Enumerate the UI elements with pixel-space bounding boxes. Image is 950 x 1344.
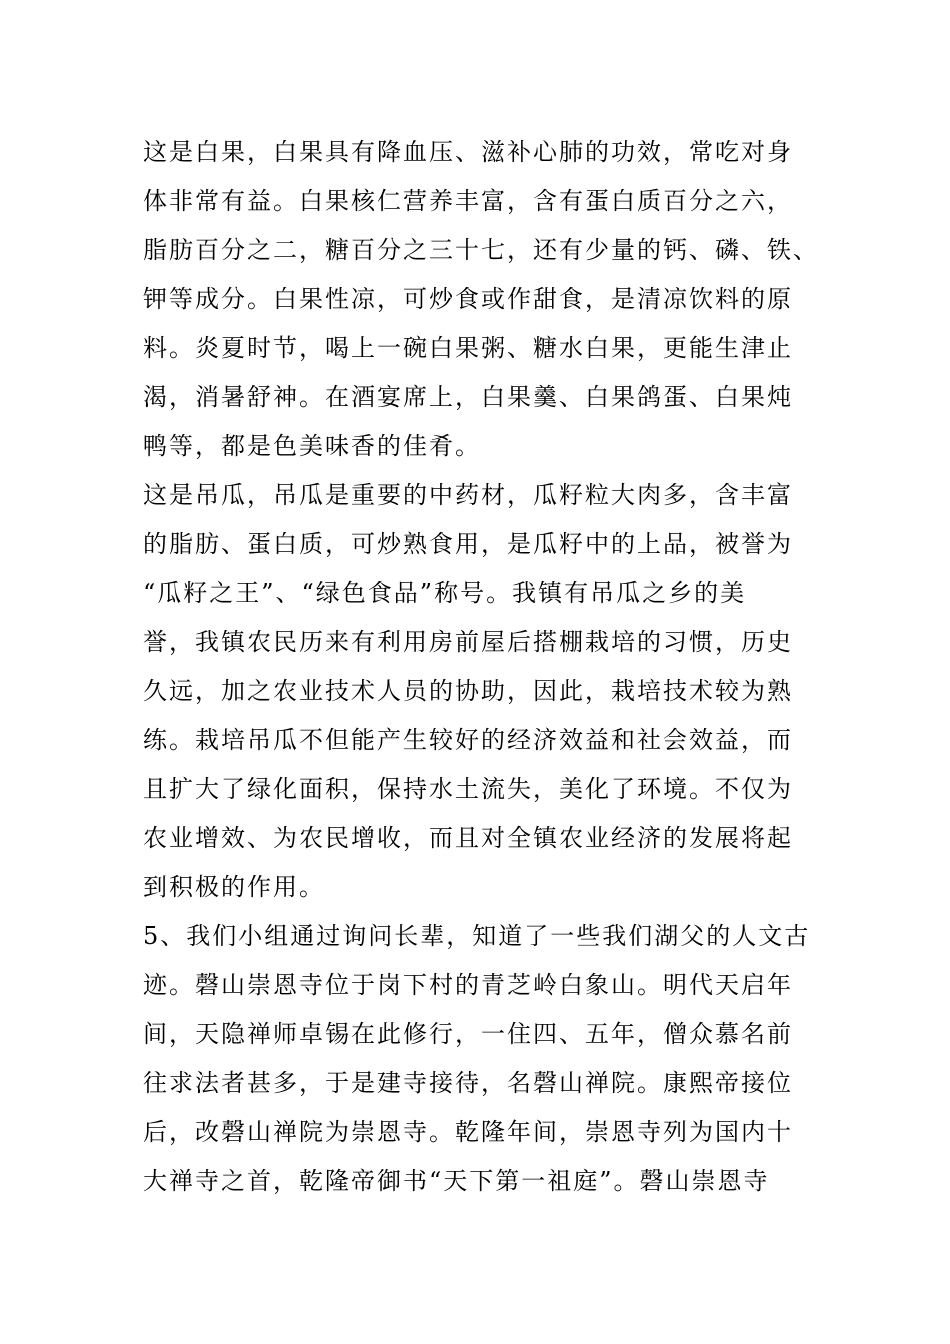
text-line: 的脂肪、蛋白质，可炒熟食用，是瓜籽中的上品，被誉为	[143, 530, 793, 558]
text-line: 迹。磬山崇恩寺位于岗下村的青芝岭白象山。明代天启年	[143, 971, 793, 999]
text-line: 脂肪百分之二，糖百分之三十七，还有少量的钙、磷、铁、	[143, 236, 819, 264]
text-line: 到积极的作用。	[143, 873, 325, 901]
text-line: 久远，加之农业技术人员的协助，因此，栽培技术较为熟	[143, 677, 793, 705]
text-line: 体非常有益。白果核仁营养丰富，含有蛋白质百分之六，	[143, 187, 793, 215]
text-line: 5、我们小组通过询问长辈，知道了一些我们湖父的人文古	[143, 922, 811, 950]
text-line: 誉，我镇农民历来有利用房前屋后搭棚栽培的习惯，历史	[143, 628, 793, 656]
text-line: 料。炎夏时节，喝上一碗白果粥、糖水白果，更能生津止	[143, 334, 793, 362]
text-line: 间，天隐禅师卓锡在此修行，一住四、五年，僧众慕名前	[143, 1020, 793, 1048]
text-line: 这是吊瓜，吊瓜是重要的中药材，瓜籽粒大肉多，含丰富	[143, 481, 793, 509]
text-line: 大禅寺之首，乾隆帝御书“天下第一祖庭”。磬山崇恩寺	[143, 1167, 770, 1195]
text-line: 鸭等，都是色美味香的佳肴。	[143, 432, 481, 460]
text-line: 练。栽培吊瓜不但能产生较好的经济效益和社会效益，而	[143, 726, 793, 754]
text-line: 后，改磬山禅院为崇恩寺。乾隆年间，崇恩寺列为国内十	[143, 1118, 793, 1146]
paragraph-heritage	[143, 912, 811, 1206]
paragraph-diaogua	[143, 471, 808, 912]
text-line: 钾等成分。白果性凉，可炒食或作甜食，是清凉饮料的原	[143, 285, 793, 313]
text-line: 农业增效、为农民增收，而且对全镇农业经济的发展将起	[143, 824, 793, 852]
paragraph-ginkgo	[143, 128, 819, 471]
text-line: “瓜籽之王”、“绿色食品”称号。我镇有吊瓜之乡的美	[143, 579, 747, 607]
text-line: 渴，消暑舒神。在酒宴席上，白果羹、白果鸽蛋、白果炖	[143, 383, 793, 411]
text-line: 往求法者甚多，于是建寺接待，名磬山禅院。康熙帝接位	[143, 1069, 793, 1097]
text-line: 这是白果，白果具有降血压、滋补心肺的功效，常吃对身	[143, 138, 793, 166]
document-body	[143, 128, 819, 1206]
text-line: 且扩大了绿化面积，保持水土流失，美化了环境。不仅为	[143, 775, 793, 803]
